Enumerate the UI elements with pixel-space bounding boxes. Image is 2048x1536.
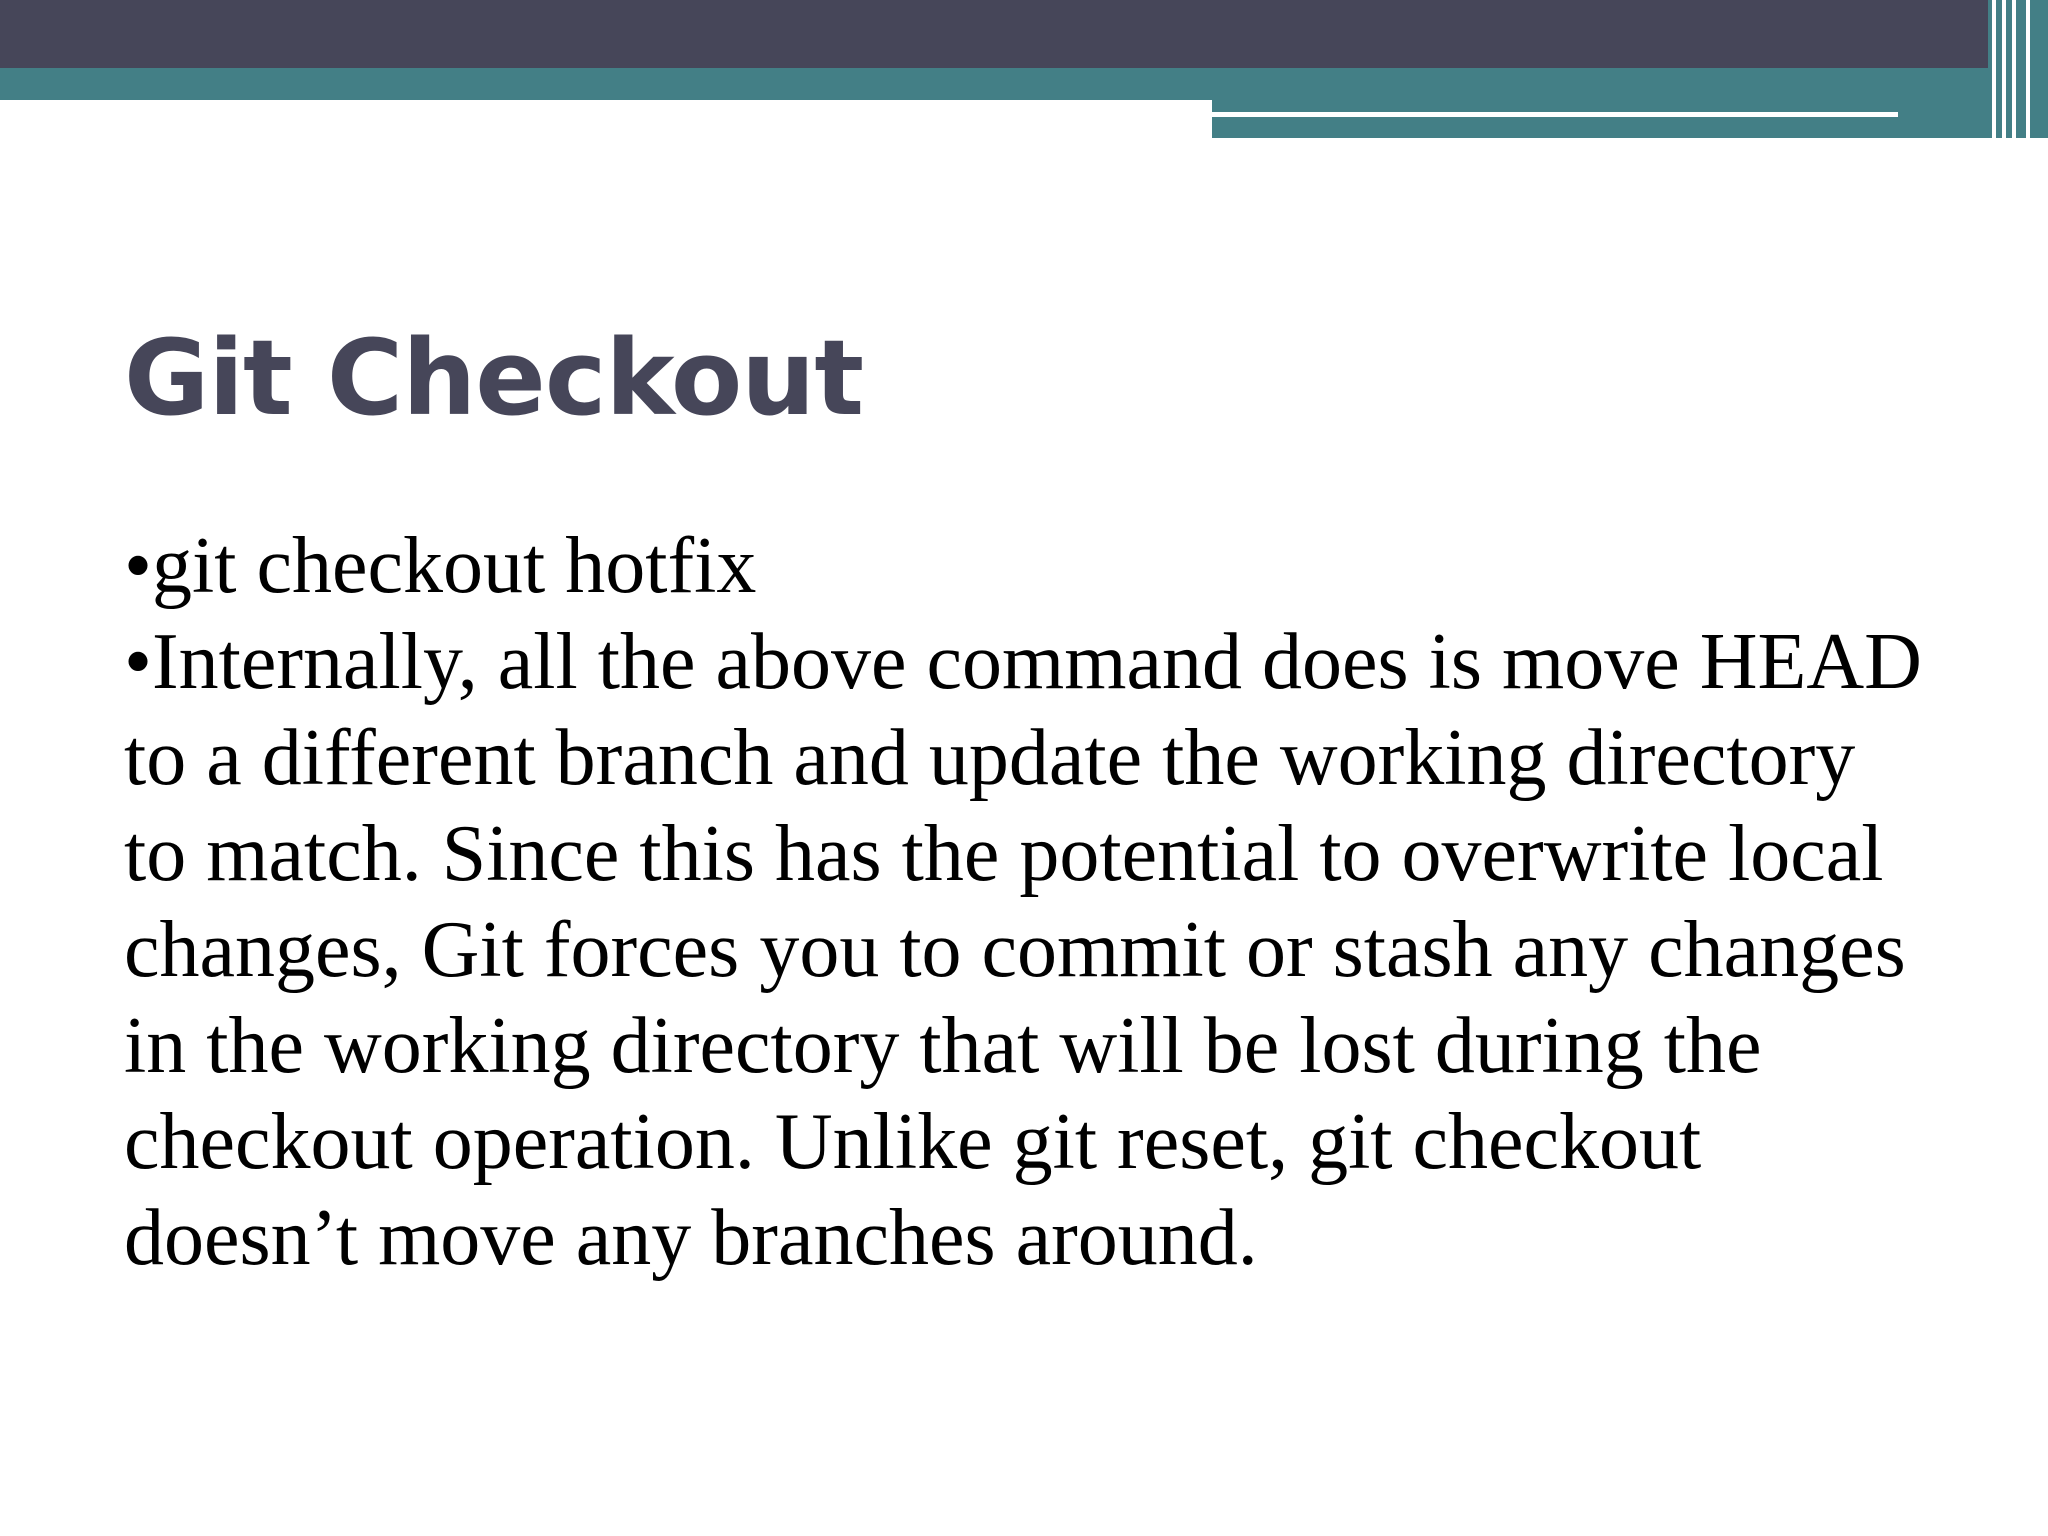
header-vertical-lines [1988, 0, 2048, 138]
slide-title: Git Checkout [124, 317, 864, 439]
bullet-text: Internally, all the above command does is move HEAD to a different branch and update the working directory to match. Since this has the potential to overwrite local changes, Git forces you to commit or stash any changes in the working directory that will be lost during the checkout operation. Unlike git reset, git checkout doesn’t move any branches around. [124, 618, 1922, 1282]
bullet-marker: • [124, 522, 153, 610]
header-vertical-line [1992, 0, 1996, 138]
header-vertical-line [2026, 0, 2030, 138]
bullet-marker: • [124, 618, 153, 706]
header-vertical-line [2002, 0, 2006, 138]
header-vertical-line [2012, 0, 2016, 138]
header-band-dark [0, 0, 2048, 68]
bullet-item [124, 614, 1924, 1286]
slide-body [124, 518, 1924, 1286]
bullet-text: git checkout hotfix [152, 522, 757, 610]
bullet-item [124, 518, 1924, 614]
header-white-line [1212, 112, 1898, 117]
header-band-teal-extension [1212, 100, 1992, 138]
header-band-teal [0, 68, 2048, 100]
